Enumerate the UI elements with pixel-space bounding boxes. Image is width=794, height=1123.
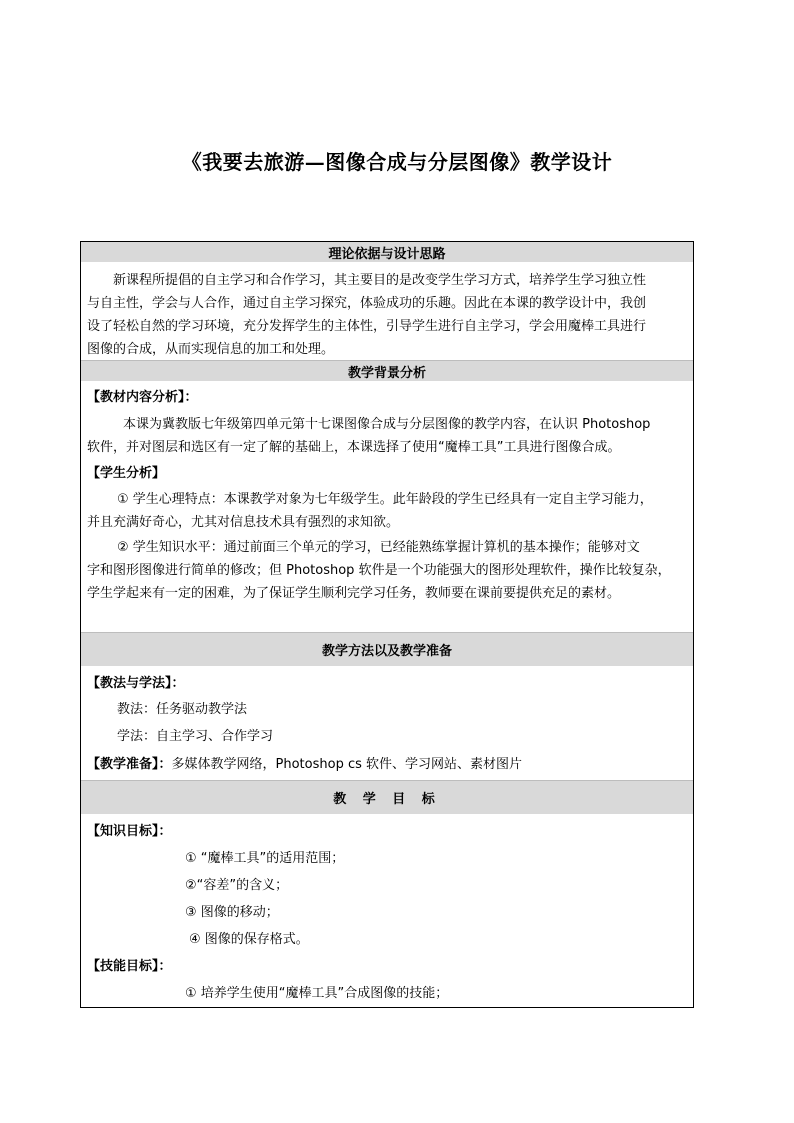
section-header-goals: 教 学 目 标	[81, 780, 693, 814]
document-title: 《我要去旅游—图像合成与分层图像》教学设计	[181, 150, 613, 174]
method-label: 【教法与学法】：	[87, 676, 185, 691]
teaching-method: 教法：任务驱动教学法	[117, 702, 248, 717]
prep-label: 【教学准备】：	[87, 757, 172, 772]
textbook-analysis-label: 【教材内容分析】：	[87, 390, 198, 405]
theory-line: 与自主性，学会与人合作，通过自主学习探究，体验成功的乐趣。因此在本课的教学设计中，我创	[87, 296, 647, 311]
theory-line: 设了轻松自然的学习环境，充分发挥学生的主体性，引导学生进行自主学习，学会用魔棒工具进行	[87, 319, 647, 334]
textbook-line: 软件，并对图层和选区有一定了解的基础上，本课选择了使用“魔棒工具”工具进行图像合成。	[87, 440, 621, 455]
prep-text: 多媒体教学网络，Photoshop cs 软件、学习网站、素材图片	[171, 757, 523, 772]
theory-line: 新课程所提倡的自主学习和合作学习，其主要目的是改变学生学习方式，培养学生学习独立性	[113, 273, 647, 288]
textbook-analysis	[87, 413, 650, 459]
theory-paragraph	[87, 269, 646, 361]
section-header-methods: 教学方法以及教学准备	[81, 632, 693, 666]
student-knowledge	[87, 536, 671, 605]
learning-method: 学法：自主学习、合作学习	[117, 729, 274, 744]
student-psych-line: 并且充满好奇心，尤其对信息技术具有强烈的求知欲。	[87, 515, 400, 530]
student-psychology	[87, 488, 653, 534]
textbook-line: 本课为冀教版七年级第四单元第十七课图像合成与分层图像的教学内容，在认识 Photoshop	[123, 417, 651, 432]
section-header-background: 教学背景分析	[81, 360, 693, 381]
student-know-line: 学生学起来有一定的困难，为了保证学生顺利完学习任务，教师要在课前要提供充足的素材。	[87, 586, 621, 601]
knowledge-goal-item: ④ 图像的保存格式。	[189, 932, 309, 947]
skill-goals-label: 【技能目标】：	[87, 959, 172, 974]
student-know-line: ② 学生知识水平：通过前面三个单元的学习，已经能熟练掌握计算机的基本操作；能够对文	[117, 540, 640, 555]
teaching-prep	[87, 753, 522, 776]
skill-goal-item: ① 培养学生使用“魔棒工具”合成图像的技能；	[185, 986, 449, 1001]
knowledge-goal-item: ③ 图像的移动；	[185, 905, 279, 920]
student-analysis-label: 【学生分析】	[87, 466, 166, 481]
lesson-plan-table	[80, 241, 694, 1008]
knowledge-goals-label: 【知识目标】：	[87, 824, 172, 839]
knowledge-goal-item: ②“容差”的含义；	[185, 878, 289, 893]
knowledge-goal-item: ① “魔棒工具”的适用范围；	[185, 851, 345, 866]
theory-line: 图像的合成，从而实现信息的加工和处理。	[87, 342, 335, 357]
student-psych-line: ① 学生心理特点：本课教学对象为七年级学生。此年龄段的学生已经具有一定自主学习能力，	[117, 492, 653, 507]
student-know-line: 字和图形图像进行简单的修改；但 Photoshop 软件是一个功能强大的图形处理软件，操作比较复杂，	[87, 563, 671, 578]
section-header-theory: 理论依据与设计思路	[81, 242, 693, 262]
